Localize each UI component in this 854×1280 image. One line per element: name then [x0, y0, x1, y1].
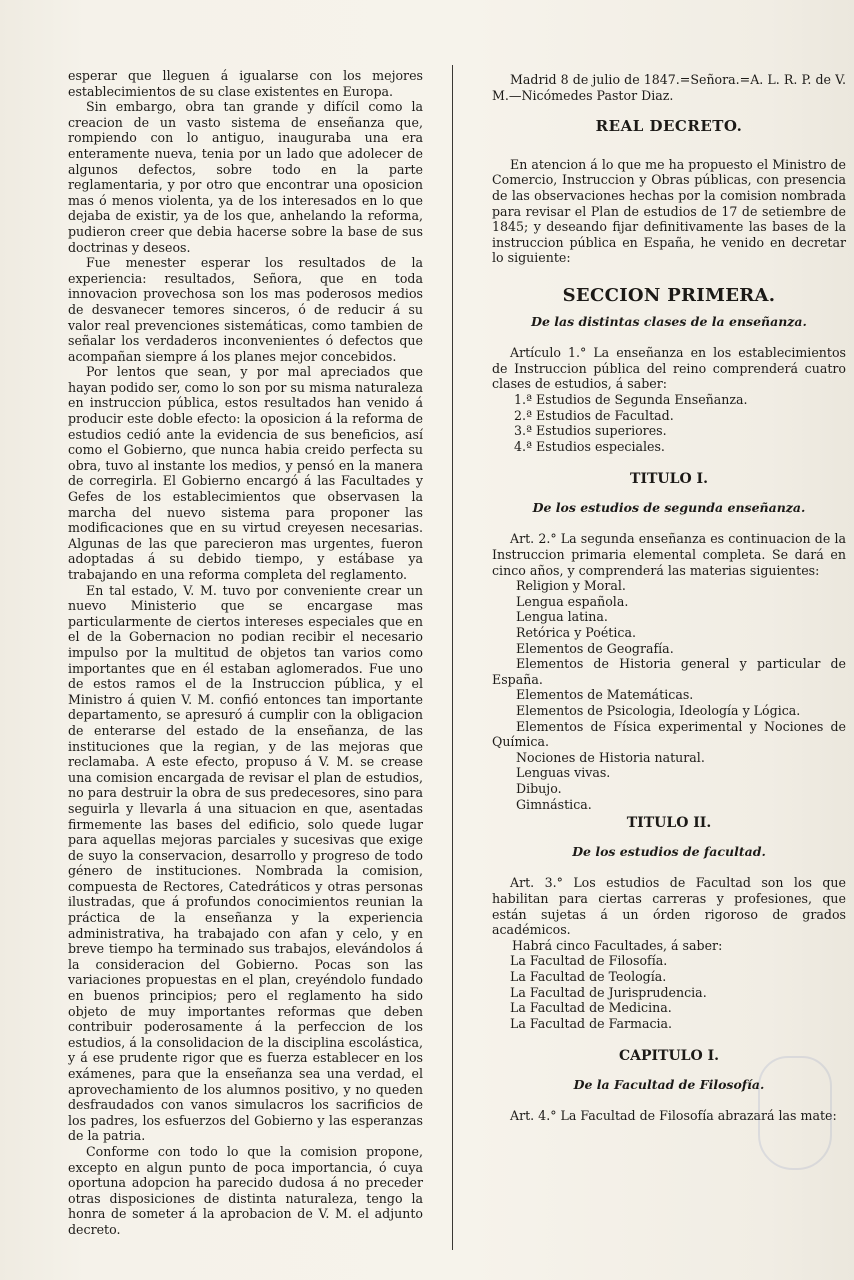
- list-item: Elementos de Geografía.: [516, 640, 674, 656]
- list-item: 3.ª Estudios superiores.: [514, 423, 667, 439]
- list-item: Elementos de Física experimental y Nociones de Química.: [492, 718, 846, 750]
- article-3: [492, 875, 846, 1031]
- section-subtitle: De las distintas clases de la enseñanza.: [531, 313, 807, 329]
- paragraph: Fue menester esperar los resultados de la experiencia: resultados, Señora, que en toda innovacion provechosa son los mas poderosos medios de desvanecer temores sinceros, ó de reducir á su valor real prevenciones sistemáticas, como tambien de señalar los verdaderos inconvenientes ó defectos que acompañan siempre á los planes mejor concebidos.: [68, 255, 423, 364]
- list-item: Elementos de Psicologia, Ideología y Lógica.: [516, 703, 801, 718]
- list-item: La Facultad de Teología.: [510, 968, 667, 984]
- signature-line: Madrid 8 de julio de 1847.=Señora.=A. L. R. P. de V. M.—Nicómedes Pastor Diaz.: [492, 72, 846, 103]
- list-item: La Facultad de Jurisprudencia.: [510, 984, 707, 1000]
- list-item: Nociones de Historia natural.: [516, 749, 705, 765]
- list-item: 4.ª Estudios especiales.: [514, 438, 665, 454]
- decree-title: REAL DECRETO.: [595, 117, 743, 136]
- list-item: Elementos de Matemáticas.: [516, 687, 694, 703]
- titulo-2-heading: TITULO II.: [626, 815, 712, 832]
- article-3-text: Art. 3.° Los estudios de Facultad son los que habilitan para ciertas carreras y profesiones, que están sujetas á un órden rigoroso de grados académicos.: [492, 875, 846, 938]
- capitulo-1-subtitle: De la Facultad de Filosofía.: [573, 1076, 765, 1092]
- list-item: Retórica y Poética.: [516, 625, 636, 641]
- article-2: [492, 531, 846, 812]
- list-item: Religion y Moral.: [516, 578, 626, 594]
- article-1: [492, 345, 846, 454]
- left-column: [68, 68, 423, 1238]
- titulo-2-subtitle: De los estudios de facultad.: [572, 843, 766, 859]
- list-item: La Facultad de Farmacia.: [510, 1015, 673, 1031]
- column-divider: [452, 65, 453, 1250]
- faint-seal-watermark: [758, 1056, 832, 1170]
- list-item: Lenguas vivas.: [516, 765, 611, 781]
- article-3-lead: Habrá cinco Facultades, á saber:: [512, 937, 723, 953]
- paragraph: Por lentos que sean, y por mal apreciados que hayan podido ser, como lo son por su misma naturaleza en instruccion pública, estos resultados han venido á producir este doble efecto: la oposicion á la reforma de estudios cedió ante la evidencia de sus beneficios, así como el Gobierno, que nunca habia creido perfecta su obra, tuvo al instante los medios, y pensó en la manera de corregirla. El Gobierno encargó á las Facultades y Gefes de los establecimientos que observasen la marcha del nuevo sistema para proponer las modificaciones que en su virtud creyesen necesarias. Algunas de las que parecieron mas urgentes, fueron adoptadas á su debido tiempo, y estábase ya trabajando en una reforma completa del reglamento.: [68, 364, 423, 582]
- article-4-text: Art. 4.° La Facultad de Filosofía abrazará las mate:: [510, 1108, 837, 1124]
- titulo-1-heading: TITULO I.: [630, 471, 708, 488]
- list-item: Dibujo.: [516, 780, 562, 796]
- right-column: [492, 72, 846, 1124]
- list-item: La Facultad de Filosofía.: [510, 953, 668, 969]
- list-item: Elementos de Historia general y particular de España.: [492, 656, 846, 687]
- paragraph: Conforme con todo lo que la comision propone, excepto en algun punto de poca importancia, ó cuya oportuna adopcion ha parecido dudosa á no preceder otras disposiciones de distinta naturaleza, tengo la honra de someter á la aprobacion de V. M. el adjunto decreto.: [68, 1143, 423, 1237]
- capitulo-1-heading: CAPITULO I.: [618, 1048, 720, 1065]
- decree-intro: En atencion á lo que me ha propuesto el Ministro de Comercio, Instruccion y Obras públicas, con presencia de las observaciones hechas por la comision nombrada para revisar el Plan de estudios de 17 de setiembre de 1845; y deseando fijar definitivamente las bases de la instruccion pública en España, he venido en decretar lo siguiente:: [492, 156, 846, 266]
- list-item: La Facultad de Medicina.: [510, 1000, 672, 1016]
- section-title: SECCION PRIMERA.: [562, 284, 776, 306]
- list-item: 2.ª Estudios de Facultad.: [514, 407, 674, 423]
- paragraph: Sin embargo, obra tan grande y difícil como la creacion de un vasto sistema de enseñanza que, rompiendo con lo antiguo, inauguraba una era enteramente nueva, tenia por un lado que adolecer de algunos defectos, sobre todo en la parte reglamentaria, y por otro que encontrar una oposicion mas ó menos violenta, ya de los interesados en lo que dejaba de existir, ya de los que, anhelando la reforma, pudieron creer que debia hacerse sobre la base de sus doctrinas y deseos.: [68, 99, 423, 255]
- list-item: Lengua latina.: [516, 609, 608, 625]
- article-1-text: Artículo 1.° La enseñanza en los establecimientos de Instruccion pública del reino comprenderá cuatro clases de estudios, á saber:: [492, 345, 846, 392]
- list-item: 1.ª Estudios de Segunda Enseñanza.: [514, 391, 748, 407]
- article-2-text: Art. 2.° La segunda enseñanza es continuacion de la Instruccion primaria elemental completa. Se dará en cinco años, y comprenderá las materias siguientes:: [492, 531, 846, 578]
- list-item: Lengua española.: [516, 593, 629, 609]
- paragraph: En tal estado, V. M. tuvo por conveniente crear un nuevo Ministerio que se encargase mas particularmente de ciertos intereses especiales que en el de la Gobernacion no podian recibir el necesario impulso por la multitud de objetos tan varios como importantes que en él estaban aglomerados. Fue uno de estos ramos el de la Instruccion pública, y el Ministro á quien V. M. confió entonces tan importante departamento, se apresuró á cumplir con la obligacion de enterarse del estado de la enseñanza, de las instituciones que la regian, y de las mejoras que reclamaba. A este efecto, propuso á V. M. se crease una comision encargada de revisar el plan de estudios, no para destruir la obra de sus predecesores, sino para seguirla y llevarla á una situacion en que, asentadas firmemente las bases del edificio, solo quede lugar para aquellas mejoras parciales y sucesivas que exige de suyo la conservacion, desarrollo y progreso de todo género de instituciones. Nombrada la comision, compuesta de Rectores, Catedráticos y otras personas ilustradas, que á profundos conocimientos reunian la práctica de la enseñanza y la experiencia administrativa, ha trabajado con afan y celo, y en breve tiempo ha terminado sus trabajos, elevándolos á la consideracion del Gobierno. Pocas son las variaciones propuestas en el plan, creyéndolo fundado en buenos principios; pero el reglamento ha sido objeto de muy importantes reformas que deben contribuir poderosamente á la perfeccion de los estudios, á la consolidacion de la disciplina escolástica, y á ese prudente rigor que es fuerza establecer en los exámenes, para que la enseñanza sea una verdad, el aprovechamiento de los alumnos positivo, y no queden desfraudados con vanos simulacros los sacrificios de los padres, los esfuerzos del Gobierno y las esperanzas de la patria.: [68, 582, 423, 1144]
- paragraph-continued: esperar que lleguen á igualarse con los mejores establecimientos de su clase existentes en Europa.: [68, 68, 423, 99]
- titulo-1-subtitle: De los estudios de segunda enseñanza.: [532, 499, 806, 515]
- list-item: Gimnástica.: [516, 796, 592, 812]
